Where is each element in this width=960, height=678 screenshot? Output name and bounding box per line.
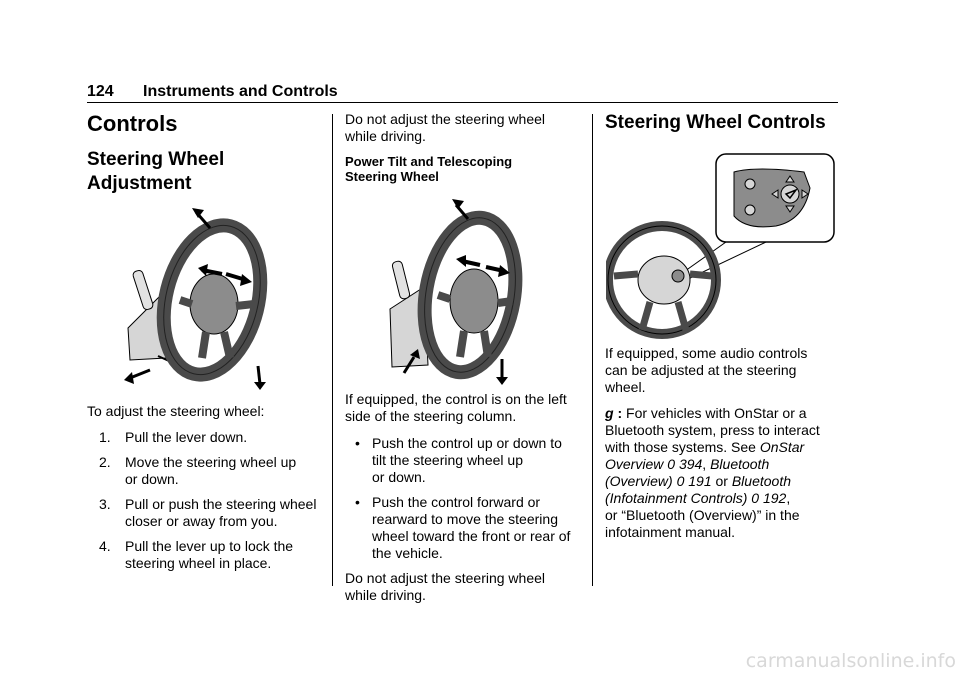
link-bluetooth-overview[interactable] bbox=[710, 456, 769, 472]
power-tilt-steering-illustration bbox=[388, 197, 540, 387]
info-line-1: If equipped, the control is on the left bbox=[345, 391, 567, 407]
step-text-cont: or down. bbox=[125, 471, 179, 487]
column-3-bottom bbox=[605, 345, 845, 541]
link-onstar-overview-cont[interactable] bbox=[605, 456, 663, 472]
adjust-instructions bbox=[87, 403, 327, 580]
bullet-mark: • bbox=[355, 435, 360, 451]
text-line: infotainment manual. bbox=[605, 524, 735, 540]
step-text-cont: closer or away from you. bbox=[125, 513, 278, 529]
heading-steering-wheel-adjustment bbox=[87, 148, 323, 196]
bullet-item-1 bbox=[345, 435, 585, 486]
link-onstar-overview[interactable] bbox=[760, 439, 804, 455]
link-text: (Infotainment Controls) bbox=[605, 490, 748, 506]
page-ref: 191 bbox=[688, 473, 712, 489]
text: , bbox=[702, 456, 711, 472]
section-title: Instruments and Controls bbox=[143, 83, 338, 100]
column-2-bottom bbox=[345, 391, 585, 604]
bullet-line: tilt the steering wheel up bbox=[372, 452, 523, 468]
step-number: 3. bbox=[99, 496, 111, 512]
link-text: (Overview) bbox=[605, 473, 673, 489]
step-text: Pull the lever up to lock the bbox=[125, 538, 294, 554]
column-divider-2 bbox=[592, 114, 593, 586]
step-text: Pull or push the steering wheel bbox=[125, 496, 317, 512]
warning-text-2 bbox=[345, 570, 585, 604]
link-bluetooth-infotainment-cont[interactable] bbox=[605, 490, 747, 506]
step-text: Pull the lever down. bbox=[125, 429, 248, 445]
link-text: Bluetooth bbox=[731, 473, 792, 489]
warning-line-1: Do not adjust the steering wheel bbox=[345, 111, 546, 127]
step-3 bbox=[99, 496, 327, 530]
step-number: 2. bbox=[99, 454, 111, 470]
text-line: or “Bluetooth (Overview)” in the bbox=[605, 507, 800, 523]
bullet-line: Push the control forward or bbox=[372, 494, 541, 510]
page-ref: 394 bbox=[678, 456, 703, 472]
section-heading-controls: Controls bbox=[87, 111, 178, 136]
column-2-top bbox=[345, 111, 585, 184]
text-line: If equipped, some audio controls bbox=[605, 345, 808, 361]
warning-line-2: while driving. bbox=[345, 587, 426, 603]
text: or bbox=[711, 473, 732, 489]
column-3-top bbox=[605, 111, 845, 135]
warning-line-1: Do not adjust the steering wheel bbox=[345, 570, 546, 586]
bullet-mark: • bbox=[355, 494, 360, 510]
info-line-2: side of the steering column. bbox=[345, 408, 517, 424]
step-text: Move the steering wheel up bbox=[125, 454, 297, 470]
heading-steering-wheel-controls: Steering Wheel Controls bbox=[605, 112, 826, 133]
bullet-line: or down. bbox=[372, 469, 426, 485]
steering-wheel-controls-illustration bbox=[606, 152, 838, 340]
text-line: can be adjusted at the steering bbox=[605, 362, 797, 378]
page-header bbox=[87, 83, 338, 101]
text: , bbox=[786, 490, 791, 506]
warning-text bbox=[345, 111, 585, 145]
step-4 bbox=[99, 538, 327, 572]
watermark: carmanualsonline.info bbox=[745, 650, 956, 672]
link-bluetooth-overview-cont[interactable] bbox=[605, 473, 673, 489]
bullet-item-2 bbox=[345, 494, 585, 562]
text-line: Bluetooth system, press to interact bbox=[605, 422, 820, 438]
page-ref-arrow-icon: 0 bbox=[751, 490, 760, 506]
step-text-cont: steering wheel in place. bbox=[125, 555, 272, 571]
link-bluetooth-infotainment[interactable] bbox=[732, 473, 791, 489]
text-line: with those systems. See bbox=[605, 439, 760, 455]
link-text: Bluetooth bbox=[710, 456, 770, 472]
voice-button-description bbox=[605, 405, 845, 541]
page-number: 124 bbox=[87, 83, 114, 100]
column-divider-1 bbox=[332, 114, 333, 586]
column-1 bbox=[87, 111, 323, 196]
heading-line-1: Steering Wheel bbox=[87, 149, 225, 170]
link-text: OnStar bbox=[759, 439, 805, 455]
bullet-line: wheel toward the front or rear of bbox=[372, 528, 571, 544]
warning-line-2: while driving. bbox=[345, 128, 426, 144]
voice-colon: : bbox=[613, 405, 623, 421]
steering-wheel-adjustment-illustration bbox=[118, 208, 280, 390]
power-tilt-info bbox=[345, 391, 585, 425]
header-rule bbox=[87, 102, 838, 103]
intro-text: To adjust the steering wheel: bbox=[87, 403, 265, 419]
heading-power-tilt bbox=[345, 154, 585, 184]
bullet-line: the vehicle. bbox=[372, 545, 443, 561]
subheading-line-2: Steering Wheel bbox=[345, 169, 439, 184]
step-number: 1. bbox=[99, 429, 111, 445]
page-ref-arrow-icon: 0 bbox=[676, 473, 685, 489]
link-text: Overview bbox=[605, 456, 664, 472]
audio-controls-intro bbox=[605, 345, 845, 396]
step-1 bbox=[99, 429, 327, 446]
heading-line-2: Adjustment bbox=[87, 173, 192, 194]
text-line: wheel. bbox=[605, 379, 646, 395]
step-2 bbox=[99, 454, 327, 488]
page-ref: 192 bbox=[762, 490, 787, 506]
bullet-line: Push the control up or down to bbox=[372, 435, 562, 451]
voice-symbol: g bbox=[605, 405, 614, 421]
bullet-line: rearward to move the steering bbox=[372, 511, 558, 527]
subheading-line-1: Power Tilt and Telescoping bbox=[345, 154, 513, 169]
step-number: 4. bbox=[99, 538, 111, 554]
text-line: For vehicles with OnStar or a bbox=[626, 405, 807, 421]
page-ref-arrow-icon: 0 bbox=[667, 456, 676, 472]
